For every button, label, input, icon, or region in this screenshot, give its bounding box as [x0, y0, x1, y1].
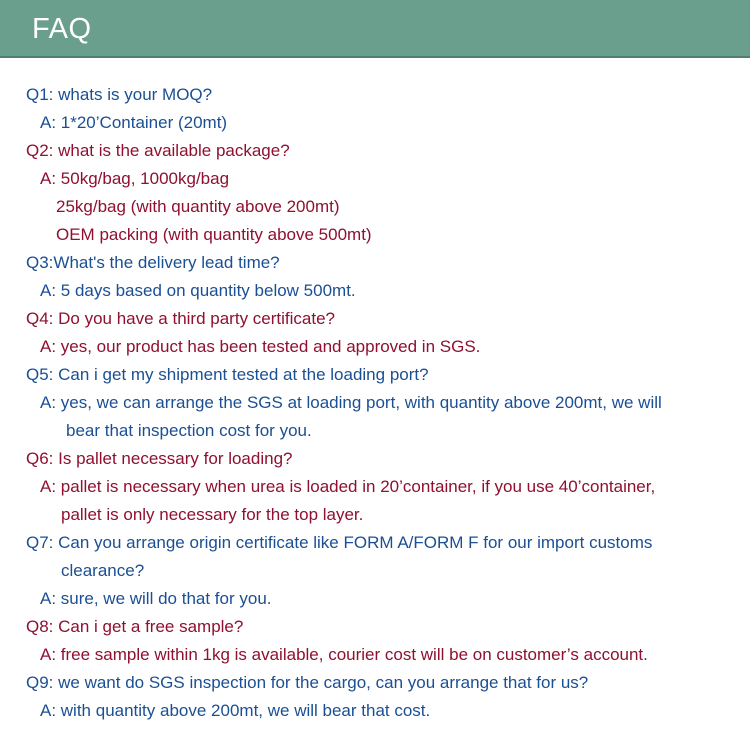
q6-answer-line-2: pallet is only necessary for the top layer. [61, 505, 364, 524]
q6-answer-line-1: A: pallet is necessary when urea is loaded in 20’container, if you use 40’container, [40, 477, 656, 496]
q2-answer-line-3: OEM packing (with quantity above 500mt) [56, 225, 372, 244]
q3-question: Q3:What's the delivery lead time? [26, 253, 280, 272]
q2-answer-line-1: A: 50kg/bag, 1000kg/bag [40, 169, 230, 188]
q9-question: Q9: we want do SGS inspection for the cargo, can you arrange that for us? [26, 673, 589, 692]
q1-question: Q1: whats is your MOQ? [26, 85, 213, 104]
faq-header [0, 0, 750, 58]
faq-list [0, 81, 750, 725]
q7-question-line-1: Q7: Can you arrange origin certificate like FORM A/FORM F for our import customs [26, 533, 653, 552]
q2-question: Q2: what is the available package? [26, 141, 290, 160]
q8-question: Q8: Can i get a free sample? [26, 617, 244, 636]
q2-answer-line-2: 25kg/bag (with quantity above 200mt) [56, 197, 340, 216]
q6-question: Q6: Is pallet necessary for loading? [26, 449, 293, 468]
q7-answer: A: sure, we will do that for you. [40, 589, 272, 608]
q3-answer: A: 5 days based on quantity below 500mt. [40, 281, 356, 300]
q5-answer-line-1: A: yes, we can arrange the SGS at loading port, with quantity above 200mt, we will [40, 393, 662, 412]
q4-answer: A: yes, our product has been tested and approved in SGS. [40, 337, 481, 356]
q7-question-line-2: clearance? [61, 561, 145, 580]
q1-answer: A: 1*20’Container (20mt) [40, 113, 228, 132]
page-title: FAQ [32, 13, 92, 45]
q5-question: Q5: Can i get my shipment tested at the loading port? [26, 365, 429, 384]
q4-question: Q4: Do you have a third party certificate? [26, 309, 335, 328]
q8-answer: A: free sample within 1kg is available, courier cost will be on customer’s account. [40, 645, 648, 664]
q5-answer-line-2: bear that inspection cost for you. [66, 421, 312, 440]
q9-answer: A: with quantity above 200mt, we will bear that cost. [40, 701, 431, 720]
